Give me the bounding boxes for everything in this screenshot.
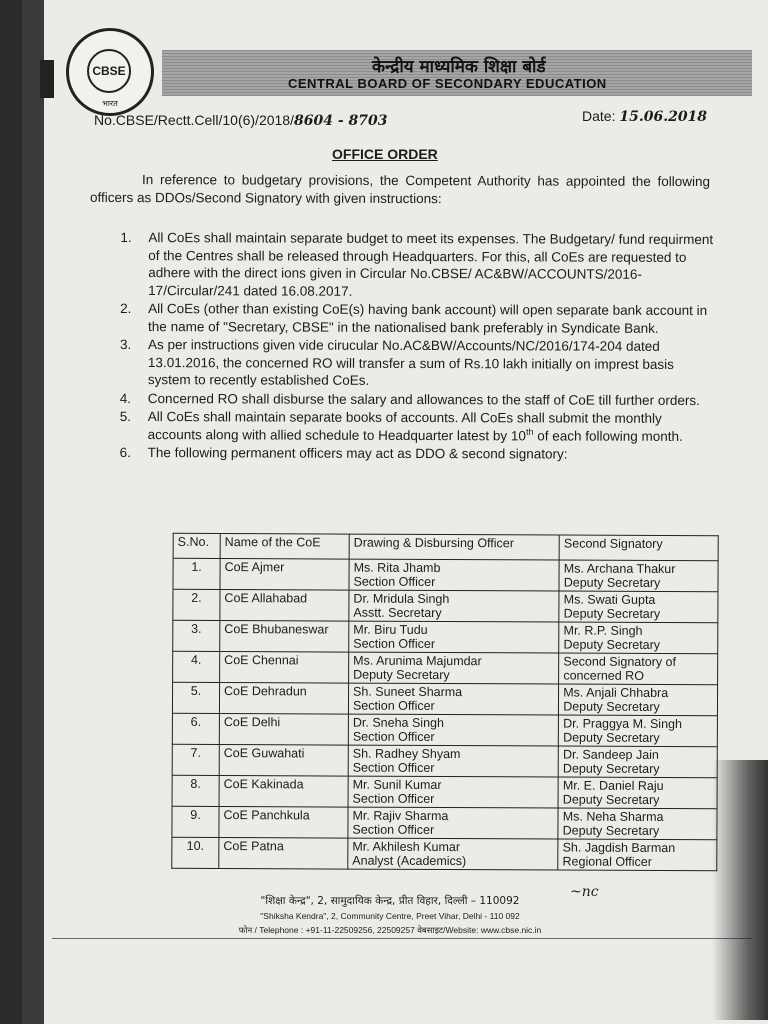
cell-line: Deputy Secretary: [353, 667, 450, 683]
cell-line: Dr. Mridula Singh: [353, 591, 450, 607]
cell-line: Ms. Arunima Majumdar: [353, 653, 482, 669]
page-left-edge: [22, 0, 44, 1024]
cell-line: CoE Guwahati: [223, 746, 305, 761]
cell-line: CoE Dehradun: [224, 684, 307, 699]
cell-second-signatory: [558, 777, 717, 809]
cell-coe-name: [220, 559, 349, 591]
cell-second-signatory: [558, 808, 717, 840]
list-item: 2. All CoEs (other than existing CoE(s) having bank account) will open separate bank account in the name of "Secretary, CBSE" in the nationalised bank preferably in Syndicate Bank.: [120, 300, 708, 336]
cell-second-signatory: [559, 622, 718, 654]
intro-paragraph: In reference to budgetary provisions, the Competent Authority has appointed the following officers as DDOs/Second Signatory with given instructions:: [89, 172, 711, 207]
cell-line: Section Officer: [353, 636, 436, 651]
cell-second-signatory: [559, 715, 718, 747]
cell-ddo: [348, 745, 558, 777]
reference-number: [94, 112, 387, 129]
cell-line: Ms. Anjali Chhabra: [563, 685, 669, 700]
cell-sno: [172, 806, 219, 837]
cell-ddo: [349, 559, 559, 591]
cell-line: Analyst (Academics): [352, 853, 467, 869]
cell-line: Deputy Secretary: [563, 606, 661, 621]
cell-sno: [173, 620, 220, 651]
cell-line: Section Officer: [352, 729, 435, 744]
logo-caption: भारत: [102, 99, 118, 108]
cell-line: CoE Bhubaneswar: [224, 622, 329, 637]
instruction-list: [118, 229, 717, 465]
cell-coe-name: [219, 776, 348, 808]
cell-sno: [172, 682, 219, 713]
cell-line: 5.: [190, 683, 202, 698]
cell-line: Dr. Sneha Singh: [352, 715, 444, 730]
table-row: [173, 589, 718, 622]
cell-line: 1.: [191, 559, 202, 574]
cell-line: CoE Kakinada: [223, 777, 304, 792]
cell-line: Ms. Neha Sharma: [562, 809, 664, 824]
cell-line: Mr. E. Daniel Raju: [562, 778, 664, 793]
cell-line: Section Officer: [352, 791, 435, 806]
cell-coe-name: [219, 683, 348, 715]
reference-printed: No.CBSE/Rectt.Cell/10(6)/2018/: [94, 112, 294, 128]
cell-ddo: [348, 838, 558, 870]
cell-second-signatory: [559, 560, 718, 592]
col-header-second-signatory: Second Signatory: [559, 535, 718, 561]
cell-sno: [172, 837, 219, 868]
cell-second-signatory: [558, 839, 717, 871]
footer-contact: फोन / Telephone : +91-11-22509256, 22509257 वेबसाइट/Website: www.cbse.nic.in: [238, 925, 542, 935]
table-row: [172, 682, 717, 715]
document-page: [22, 0, 768, 1024]
cell-line: Deputy Secretary: [562, 761, 660, 776]
cell-line: 4.: [190, 652, 202, 667]
cell-coe-name: [219, 714, 348, 746]
cell-sno: [173, 558, 220, 589]
cell-line: Ms. Rita Jhamb: [353, 560, 441, 575]
reference-handwritten: 8604 - 8703: [293, 113, 388, 129]
org-name-hindi: केन्द्रीय माध्यमिक शिक्षा बोर्ड: [372, 57, 546, 77]
cell-sno: [172, 713, 219, 744]
cell-coe-name: [220, 621, 349, 653]
cell-second-signatory: [559, 653, 718, 685]
cell-line: Second Signatory of: [563, 654, 677, 670]
letterhead-banner: [162, 50, 752, 96]
table-row: [172, 806, 717, 839]
col-header-sno: S.No.: [173, 533, 220, 558]
table-row: [173, 651, 718, 684]
page-shadow: [712, 760, 768, 1020]
cell-ddo: [349, 621, 559, 653]
cell-line: Asstt. Secretary: [353, 605, 442, 620]
cell-ddo: [349, 590, 559, 622]
cell-sno: [173, 651, 220, 682]
cell-line: CoE Allahabad: [224, 591, 308, 606]
cell-line: 8.: [190, 776, 201, 791]
cell-line: Dr. Praggya M. Singh: [563, 716, 682, 732]
table-body: [172, 558, 718, 870]
cell-line: Section Officer: [353, 574, 436, 589]
table-header-row: [173, 533, 718, 560]
cell-line: Deputy Secretary: [563, 637, 661, 652]
cell-line: Mr. R.P. Singh: [563, 623, 643, 638]
cell-coe-name: [220, 652, 349, 684]
cell-line: Deputy Secretary: [563, 575, 661, 590]
cell-line: Sh. Suneet Sharma: [353, 684, 463, 700]
page-title: OFFICE ORDER: [332, 146, 438, 162]
footer-address-hindi: "शिक्षा केन्द्र", 2, सामुदायिक केन्द्र, प्रीत विहार, दिल्ली – 110092: [260, 895, 520, 907]
footer-divider: [52, 938, 752, 939]
cell-ddo: [349, 652, 559, 684]
signature-mark: ~nc: [570, 884, 599, 900]
cell-sno: [172, 744, 219, 775]
cell-line: 7.: [190, 745, 202, 760]
cell-line: CoE Chennai: [224, 653, 299, 668]
cell-line: Mr. Biru Tudu: [353, 622, 428, 637]
date-value: 15.06.2018: [619, 109, 708, 125]
cell-line: Sh. Jagdish Barman: [562, 840, 676, 856]
col-header-coe: Name of the CoE: [220, 534, 349, 560]
cell-line: Mr. Sunil Kumar: [352, 777, 442, 792]
cell-sno: [173, 589, 220, 620]
cell-line: Deputy Secretary: [563, 730, 660, 745]
cell-line: 6.: [190, 714, 202, 729]
binding-mark: [40, 60, 54, 98]
cell-line: Deputy Secretary: [562, 823, 660, 838]
cell-coe-name: [220, 590, 349, 622]
cell-line: Mr. Akhilesh Kumar: [352, 839, 461, 855]
table-row: [172, 744, 717, 777]
cell-ddo: [348, 807, 558, 839]
cell-line: Section Officer: [352, 760, 435, 775]
cell-second-signatory: [559, 591, 718, 623]
cell-line: concerned RO: [563, 668, 644, 683]
list-item: 1. All CoEs shall maintain separate budget to meet its expenses. The Budgetary/ fund requirment of the Centres shall be released through Headquarters. For this, all CoEs are requested to adhere with the direct ions given in Circular No.CBSE/ AC&BW/ACCOUNTS/2016-17/Circular/241 dated 16.08.2017.: [120, 229, 714, 299]
org-name-english: CENTRAL BOARD OF SECONDARY EDUCATION: [288, 76, 607, 91]
table-row: [172, 837, 717, 870]
table-row: [173, 558, 718, 591]
logo-emblem: CBSE: [87, 49, 131, 93]
cell-line: CoE Patna: [223, 839, 284, 854]
cell-line: Ms. Archana Thakur: [563, 561, 676, 577]
cell-line: Deputy Secretary: [563, 699, 660, 714]
cell-coe-name: [219, 807, 348, 839]
cell-line: 2.: [191, 590, 202, 605]
cell-line: 3.: [191, 621, 202, 636]
col-header-ddo: Drawing & Disbursing Officer: [349, 534, 559, 560]
list-item: 5. All CoEs shall maintain separate books of accounts. All CoEs shall submit the monthly accounts along with allied schedule to Headquarter latest by 10th of each following month.: [119, 408, 683, 444]
cbse-logo: [66, 28, 154, 116]
cell-line: Deputy Secretary: [562, 792, 660, 807]
footer: [170, 894, 610, 936]
cell-line: Section Officer: [352, 822, 435, 837]
cell-ddo: [348, 714, 558, 746]
cell-line: Sh. Radhey Shyam: [352, 746, 461, 762]
cell-line: 9.: [190, 807, 201, 822]
cell-sno: [172, 775, 219, 806]
footer-address-english: "Shiksha Kendra", 2, Community Centre, Preet Vihar, Delhi - 110 092: [260, 911, 520, 921]
cell-line: Dr. Sandeep Jain: [562, 747, 659, 762]
cell-line: Regional Officer: [562, 854, 652, 869]
table-row: [172, 775, 717, 808]
cell-line: 10.: [186, 838, 205, 853]
cell-ddo: [348, 683, 558, 715]
table-row: [173, 620, 718, 653]
cell-coe-name: [219, 838, 348, 870]
cell-line: Section Officer: [352, 698, 435, 713]
superscript: th: [525, 426, 534, 437]
cell-line: CoE Ajmer: [224, 560, 285, 575]
cell-coe-name: [219, 745, 348, 777]
cell-line: CoE Panchkula: [223, 808, 310, 823]
table-row: [172, 713, 717, 746]
cell-second-signatory: [559, 684, 718, 716]
cell-line: CoE Delhi: [223, 715, 281, 730]
list-item: 6. The following permanent officers may act as DDO & second signatory:: [119, 444, 568, 462]
officer-table: [171, 533, 718, 871]
cell-line: Ms. Swati Gupta: [563, 592, 656, 607]
list-item: 3. As per instructions given vide cirucular No.AC&BW/Accounts/NC/2016/174-204 dated 13.01.2016, the concerned RO will transfer a sum of Rs.10 lakh initially on imprest basis system to recently established CoEs.: [119, 336, 674, 388]
cell-ddo: [348, 776, 558, 808]
date-label: Date:: [582, 108, 620, 124]
cell-second-signatory: [558, 746, 717, 778]
list-item: 4. Concerned RO shall disburse the salary and allowances to the staff of CoE till further orders.: [119, 390, 700, 408]
cell-line: Mr. Rajiv Sharma: [352, 808, 449, 824]
order-date: [582, 108, 707, 125]
